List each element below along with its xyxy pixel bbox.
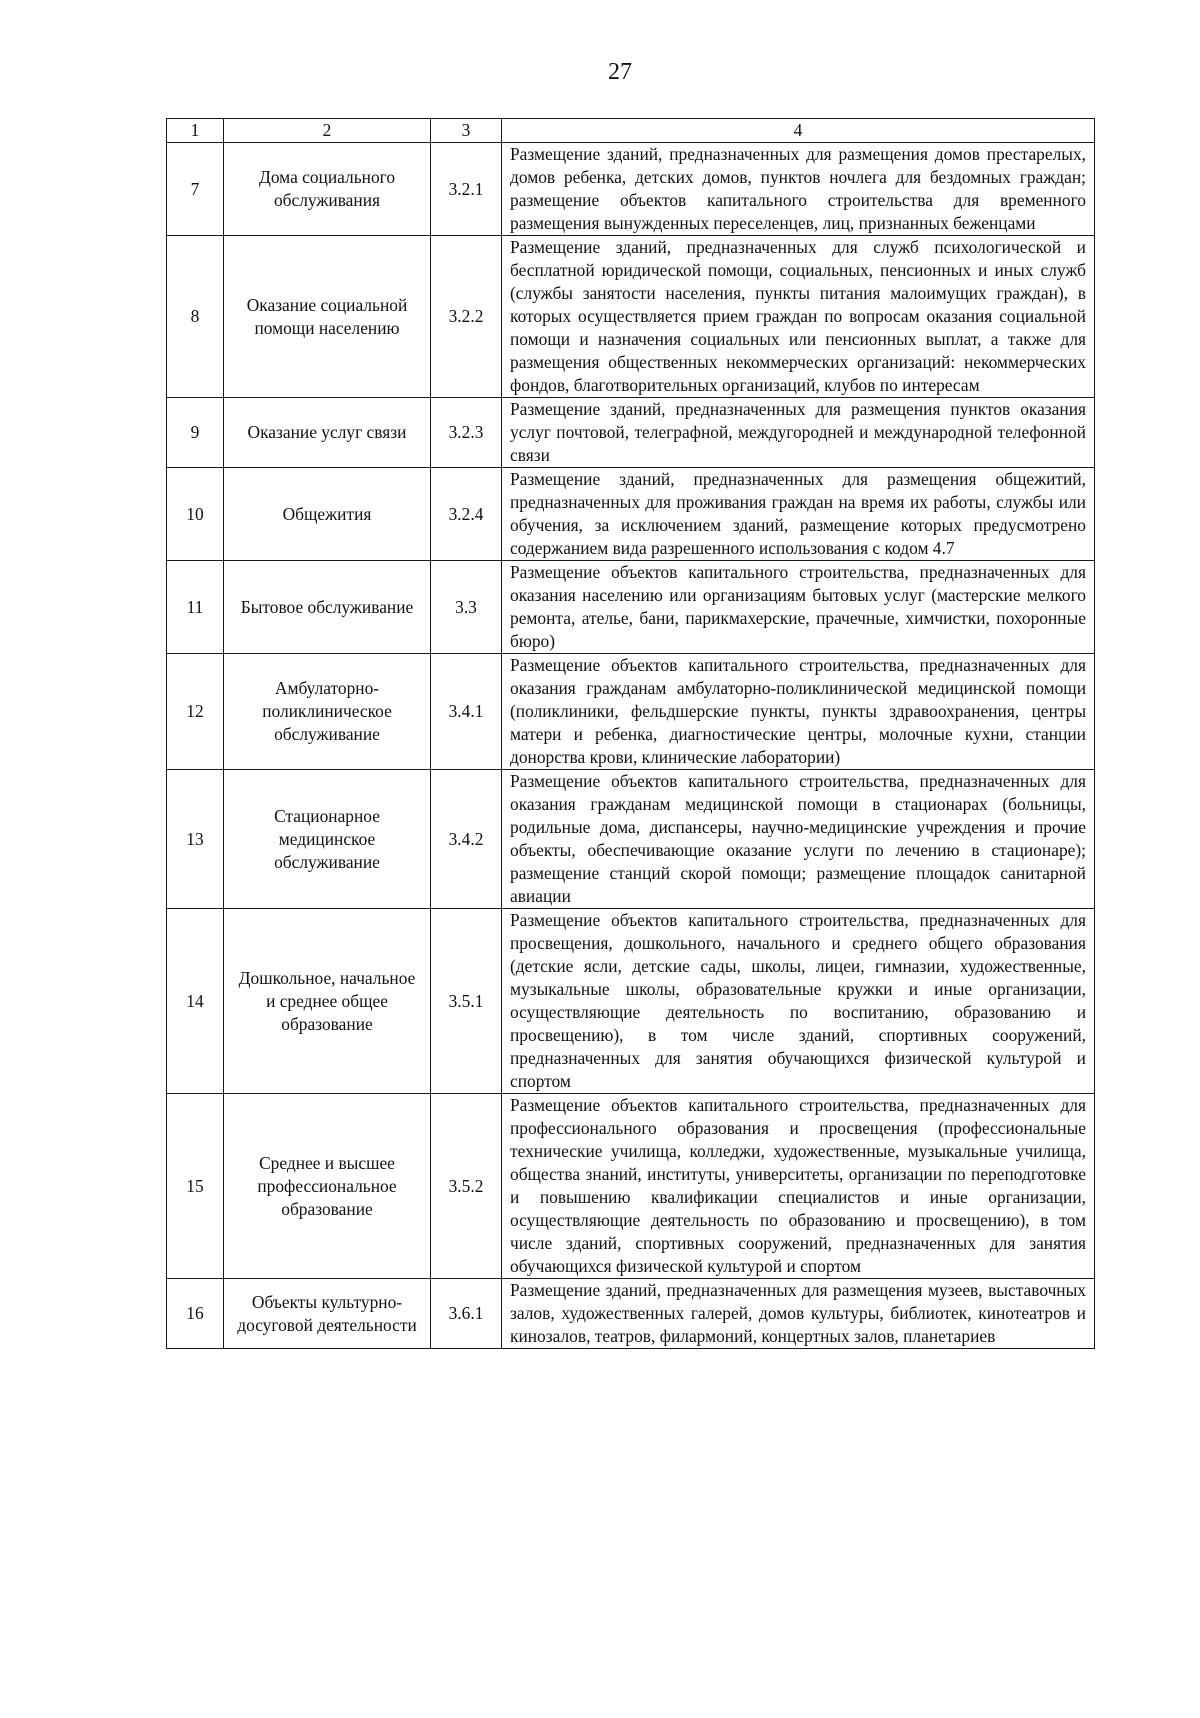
- use-type-code-cell: 3.5.2: [431, 1094, 502, 1279]
- use-type-description-cell: Размещение объектов капитального строительства, предназначенных для профессионального образования и просвещения (профессиональные технические училища, колледжи, художественные, музыкальные училища, общества знаний, институты, университеты, организации по переподготовке и повышению квалификации специалистов и иные организации, осуществляющие деятельность по образованию и просвещению), в том числе зданий, спортивных сооружений, предназначенных для занятия обучающихся физической культурой и спортом: [502, 1094, 1095, 1279]
- page-number: 27: [608, 59, 632, 85]
- row-number-cell: 15: [167, 1094, 224, 1279]
- use-type-description-cell: Размещение зданий, предназначенных для размещения музеев, выставочных залов, художественных галерей, домов культуры, библиотек, кинотеатров и кинозалов, театров, филармоний, концертных залов, планетариев: [502, 1279, 1095, 1349]
- use-type-description-cell: Размещение зданий, предназначенных для размещения домов престарелых, домов ребенка, детских домов, пунктов ночлега для бездомных граждан; размещение объектов капитального строительства для временного размещения вынужденных переселенцев, лиц, признанных беженцами: [502, 143, 1095, 236]
- table-row: [167, 654, 1095, 770]
- header-cell-1: 1: [167, 119, 224, 143]
- use-type-description-cell: Размещение объектов капитального строительства, предназначенных для оказания гражданам медицинской помощи в стационарах (больницы, родильные дома, диспансеры, научно-медицинские учреждения и прочие объекты, обеспечивающие оказание услуги по лечению в стационаре); размещение станций скорой помощи; размещение площадок санитарной авиации: [502, 770, 1095, 909]
- table-row: [167, 468, 1095, 561]
- row-number-cell: 9: [167, 398, 224, 468]
- use-type-code-cell: 3.4.2: [431, 770, 502, 909]
- row-number-cell: 14: [167, 909, 224, 1094]
- use-type-description-cell: Размещение зданий, предназначенных для размещения пунктов оказания услуг почтовой, телеграфной, междугородней и международной телефонной связи: [502, 398, 1095, 468]
- use-type-code-cell: 3.2.3: [431, 398, 502, 468]
- header-cell-2: 2: [224, 119, 431, 143]
- table-row: [167, 143, 1095, 236]
- use-type-name-cell: Оказание социальной помощи населению: [224, 236, 431, 398]
- use-type-description-cell: Размещение зданий, предназначенных для размещения общежитий, предназначенных для проживания граждан на время их работы, службы или обучения, за исключением зданий, размещение которых предусмотрено содержанием вида разрешенного использования с кодом 4.7: [502, 468, 1095, 561]
- row-number-cell: 16: [167, 1279, 224, 1349]
- header-cell-3: 3: [431, 119, 502, 143]
- use-type-name-cell: Среднее и высшее профессиональное образование: [224, 1094, 431, 1279]
- table-header-row: [167, 119, 1095, 143]
- use-type-name-cell: Общежития: [224, 468, 431, 561]
- use-type-description-cell: Размещение объектов капитального строительства, предназначенных для оказания населению или организациям бытовых услуг (мастерские мелкого ремонта, ателье, бани, парикмахерские, прачечные, химчистки, похоронные бюро): [502, 561, 1095, 654]
- table-row: [167, 1094, 1095, 1279]
- use-type-code-cell: 3.2.1: [431, 143, 502, 236]
- table-row: [167, 398, 1095, 468]
- table-row: [167, 1279, 1095, 1349]
- use-type-code-cell: 3.3: [431, 561, 502, 654]
- row-number-cell: 10: [167, 468, 224, 561]
- use-type-name-cell: Амбулаторно-поликлиническое обслуживание: [224, 654, 431, 770]
- use-type-description-cell: Размещение зданий, предназначенных для служб психологической и бесплатной юридической помощи, социальных, пенсионных и иных служб (службы занятости населения, пункты питания малоимущих граждан), в которых осуществляется прием граждан по вопросам оказания социальной помощи и назначения социальных или пенсионных выплат, а также для размещения общественных некоммерческих организаций: некоммерческих фондов, благотворительных организаций, клубов по интересам: [502, 236, 1095, 398]
- land-use-table: [166, 118, 1095, 1349]
- use-type-name-cell: Оказание услуг связи: [224, 398, 431, 468]
- row-number-cell: 7: [167, 143, 224, 236]
- use-type-code-cell: 3.5.1: [431, 909, 502, 1094]
- table-row: [167, 909, 1095, 1094]
- row-number-cell: 13: [167, 770, 224, 909]
- use-type-name-cell: Бытовое обслуживание: [224, 561, 431, 654]
- use-type-description-cell: Размещение объектов капитального строительства, предназначенных для оказания гражданам амбулаторно-поликлинической медицинской помощи (поликлиники, фельдшерские пункты, пункты здравоохранения, центры матери и ребенка, диагностические центры, молочные кухни, станции донорства крови, клинические лаборатории): [502, 654, 1095, 770]
- row-number-cell: 11: [167, 561, 224, 654]
- table-row: [167, 236, 1095, 398]
- row-number-cell: 8: [167, 236, 224, 398]
- use-type-code-cell: 3.6.1: [431, 1279, 502, 1349]
- use-type-name-cell: Объекты культурно-досуговой деятельности: [224, 1279, 431, 1349]
- table-row: [167, 770, 1095, 909]
- use-type-name-cell: Дошкольное, начальное и среднее общее образование: [224, 909, 431, 1094]
- use-type-code-cell: 3.2.4: [431, 468, 502, 561]
- use-type-code-cell: 3.2.2: [431, 236, 502, 398]
- header-cell-4: 4: [502, 119, 1095, 143]
- use-type-description-cell: Размещение объектов капитального строительства, предназначенных для просвещения, дошкольного, начального и среднего общего образования (детские ясли, детские сады, школы, лицеи, гимназии, художественные, музыкальные школы, образовательные кружки и иные организации, осуществляющие деятельность по воспитанию, образованию и просвещению), в том числе зданий, спортивных сооружений, предназначенных для занятия обучающихся физической культурой и спортом: [502, 909, 1095, 1094]
- use-type-name-cell: Дома социального обслуживания: [224, 143, 431, 236]
- table-row: [167, 561, 1095, 654]
- row-number-cell: 12: [167, 654, 224, 770]
- use-type-name-cell: Стационарное медицинское обслуживание: [224, 770, 431, 909]
- use-type-code-cell: 3.4.1: [431, 654, 502, 770]
